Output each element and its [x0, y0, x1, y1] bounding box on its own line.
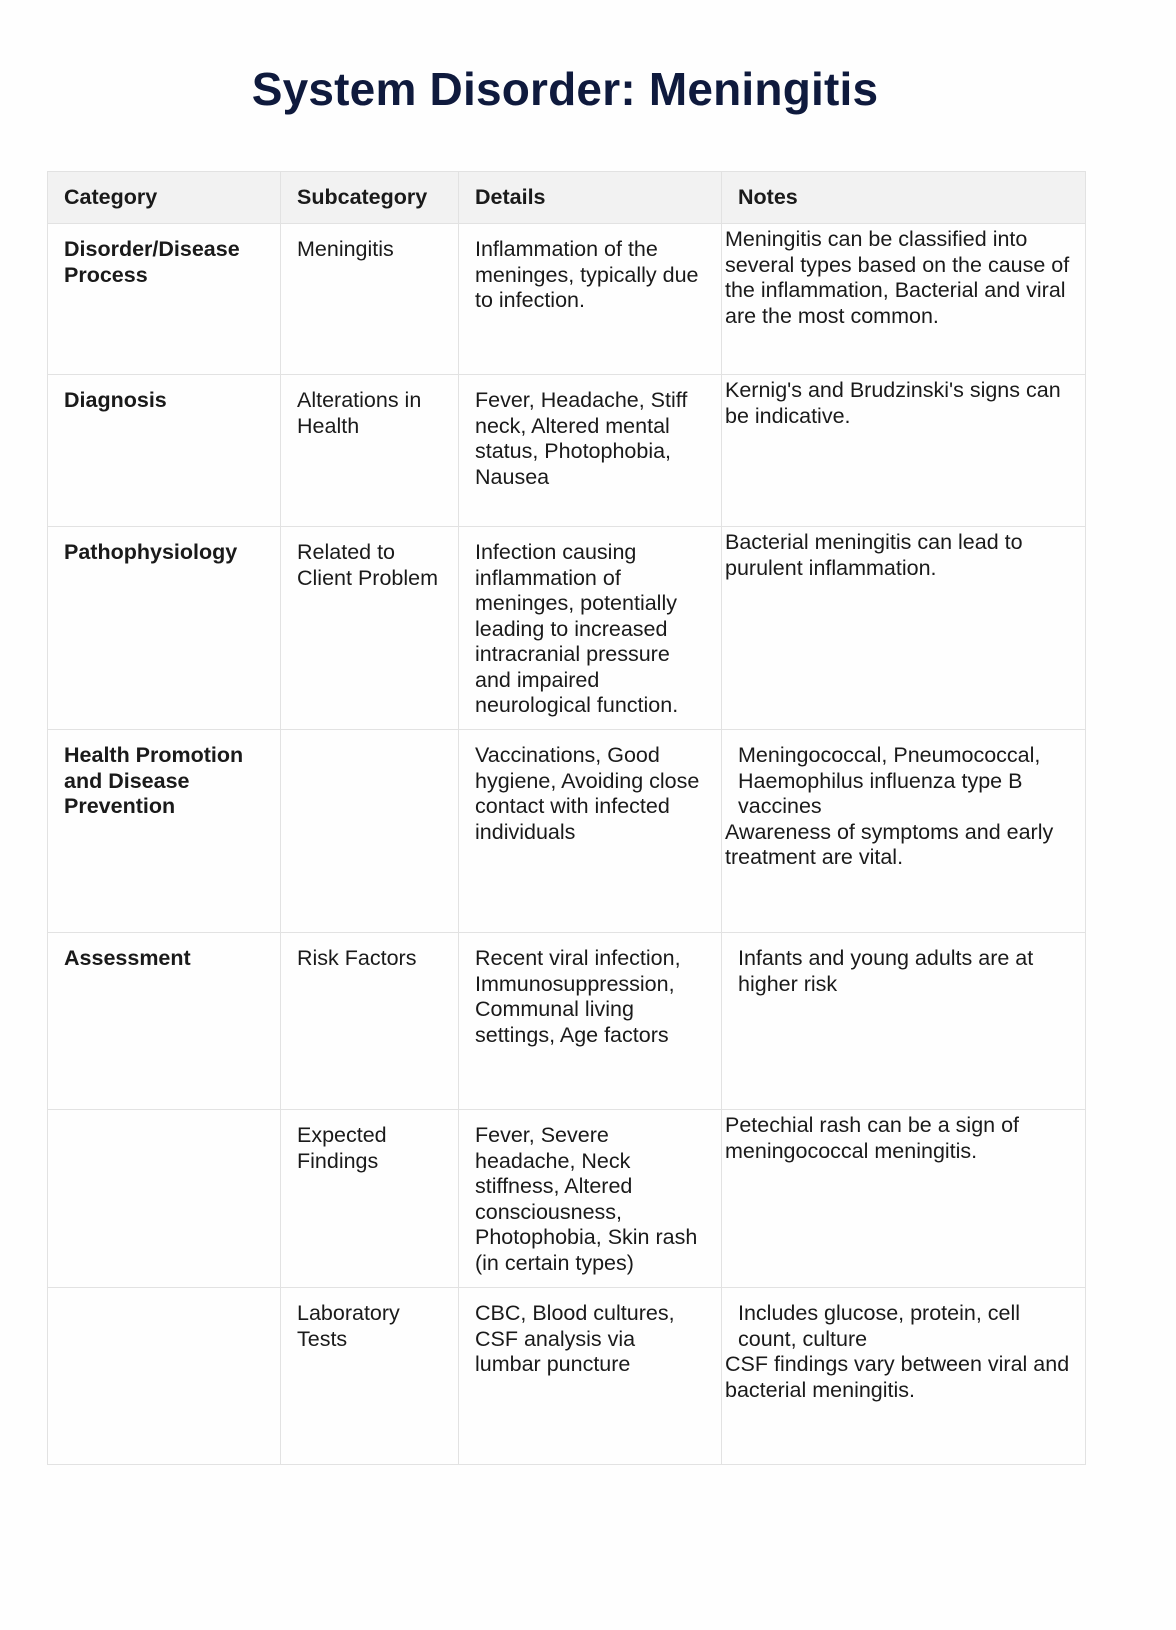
cell-subcategory: Meningitis	[281, 224, 459, 375]
cell-subcategory: Related to Client Problem	[281, 527, 459, 730]
cell-details: Infection causing inflammation of meninges, potentially leading to increased intracranial pressure and impaired neurological function.	[459, 527, 722, 730]
cell-category: Disorder/Disease Process	[48, 224, 281, 375]
cell-notes	[722, 527, 1086, 730]
note-text: Awareness of symptoms and early treatment are vital.	[725, 819, 1054, 869]
header-details: Details	[459, 172, 722, 224]
note-text: Meningitis can be classified into several types based on the cause of the inflammation, Bacterial and viral are the most common.	[725, 227, 1070, 328]
cell-details: CBC, Blood cultures, CSF analysis via lumbar puncture	[459, 1288, 722, 1465]
cell-category: Assessment	[48, 933, 281, 1110]
disorder-table	[47, 171, 1086, 1465]
note-indented: Infants and young adults are at higher risk	[738, 946, 1034, 996]
cell-notes	[722, 1110, 1086, 1288]
cell-notes	[722, 1288, 1086, 1465]
note-text: CSF findings vary between viral and bacterial meningitis.	[725, 1352, 1070, 1402]
table-row	[48, 527, 1086, 730]
cell-details: Fever, Severe headache, Neck stiffness, Altered consciousness, Photophobia, Skin rash (in certain types)	[459, 1110, 722, 1288]
cell-category: Health Promotion and Disease Prevention	[48, 730, 281, 933]
cell-details: Fever, Headache, Stiff neck, Altered mental status, Photophobia, Nausea	[459, 375, 722, 527]
cell-notes	[722, 933, 1086, 1110]
note-indented: Includes glucose, protein, cell count, culture	[738, 1301, 1021, 1351]
cell-subcategory: Laboratory Tests	[281, 1288, 459, 1465]
header-category: Category	[48, 172, 281, 224]
table-row	[48, 375, 1086, 527]
cell-notes	[722, 375, 1086, 527]
header-notes: Notes	[722, 172, 1086, 224]
table-header-row	[48, 172, 1086, 224]
cell-category	[48, 1110, 281, 1288]
cell-subcategory	[281, 730, 459, 933]
cell-category	[48, 1288, 281, 1465]
header-subcategory: Subcategory	[281, 172, 459, 224]
cell-subcategory: Expected Findings	[281, 1110, 459, 1288]
note-text: Petechial rash can be a sign of meningococcal meningitis.	[725, 1113, 1020, 1163]
cell-notes	[722, 730, 1086, 933]
cell-details: Inflammation of the meninges, typically due to infection.	[459, 224, 722, 375]
cell-category: Diagnosis	[48, 375, 281, 527]
cell-details: Vaccinations, Good hygiene, Avoiding close contact with infected individuals	[459, 730, 722, 933]
table-row	[48, 224, 1086, 375]
table-row	[48, 730, 1086, 933]
cell-category: Pathophysiology	[48, 527, 281, 730]
cell-details: Recent viral infection, Immunosuppression, Communal living settings, Age factors	[459, 933, 722, 1110]
note-text: Kernig's and Brudzinski's signs can be indicative.	[725, 378, 1061, 428]
cell-notes	[722, 224, 1086, 375]
table-row	[48, 933, 1086, 1110]
page-title: System Disorder: Meningitis	[251, 63, 879, 115]
table-row	[48, 1288, 1086, 1465]
cell-subcategory: Risk Factors	[281, 933, 459, 1110]
note-text: Bacterial meningitis can lead to purulent inflammation.	[725, 530, 1023, 580]
cell-subcategory: Alterations in Health	[281, 375, 459, 527]
note-indented: Meningococcal, Pneumococcal, Haemophilus influenza type B vaccines	[738, 743, 1041, 818]
table-row	[48, 1110, 1086, 1288]
